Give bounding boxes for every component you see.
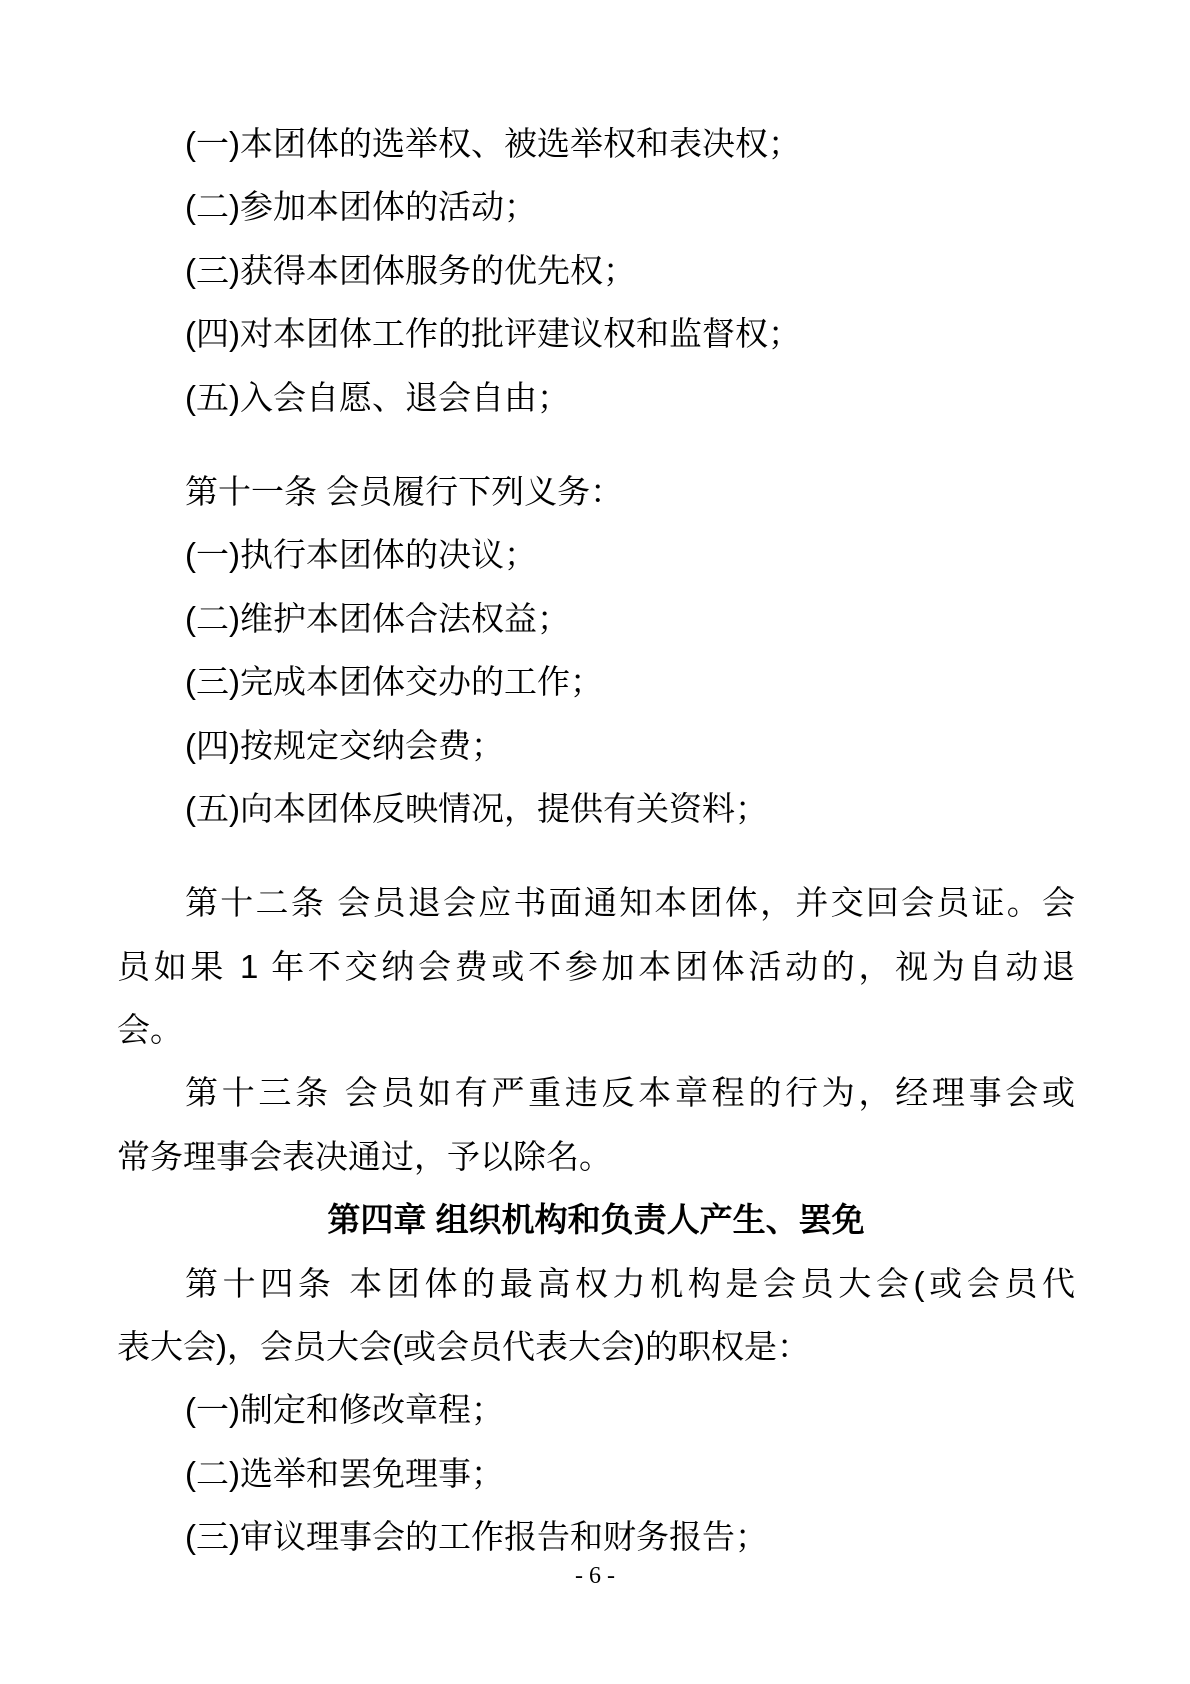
text-line: (三)完成本团体交办的工作； [185, 663, 603, 701]
text-line: 表大会)，会员大会(或会员代表大会)的职权是： [117, 1328, 810, 1366]
chapter-heading: 第四章 组织机构和负责人产生、罢免 [327, 1201, 865, 1239]
text-line: (二)维护本团体合法权益； [185, 599, 570, 637]
page-number: - 6 - [575, 1563, 615, 1589]
blank-line [117, 429, 1075, 460]
text-line: (四)按规定交纳会费； [185, 726, 504, 764]
text-line: (四)对本团体工作的批评建议权和监督权； [185, 315, 801, 353]
text-line: (二)参加本团体的活动； [185, 188, 537, 226]
text-line: (五)入会自愿、退会自由； [185, 378, 570, 416]
text-line: (二)选举和罢免理事； [185, 1454, 504, 1492]
text-line: 第十三条 会员如有严重违反本章程的行为，经理事会或 [185, 1074, 1075, 1112]
text-line: (三)获得本团体服务的优先权； [185, 251, 636, 289]
text-line: 常务理事会表决通过，予以除名。 [117, 1137, 612, 1175]
text-line: (一)制定和修改章程； [185, 1391, 504, 1429]
text-line: 第十二条 会员退会应书面通知本团体，并交回会员证。会 [185, 884, 1075, 922]
text-line: (五)向本团体反映情况，提供有关资料； [185, 789, 768, 827]
blank-line [117, 840, 1075, 871]
text-line: (一)本团体的选举权、被选举权和表决权； [185, 125, 801, 162]
text-line: 会。 [117, 1011, 183, 1049]
document-body [117, 112, 1075, 1569]
text-line: 第十一条 会员履行下列义务： [185, 472, 624, 510]
text-line: 第十四条 本团体的最高权力机构是会员大会(或会员代 [185, 1264, 1075, 1302]
text-line: (三)审议理事会的工作报告和财务报告； [185, 1518, 768, 1556]
text-line: (一)执行本团体的决议； [185, 536, 537, 574]
text-line: 员如果 1 年不交纳会费或不参加本团体活动的，视为自动退 [117, 947, 1075, 985]
